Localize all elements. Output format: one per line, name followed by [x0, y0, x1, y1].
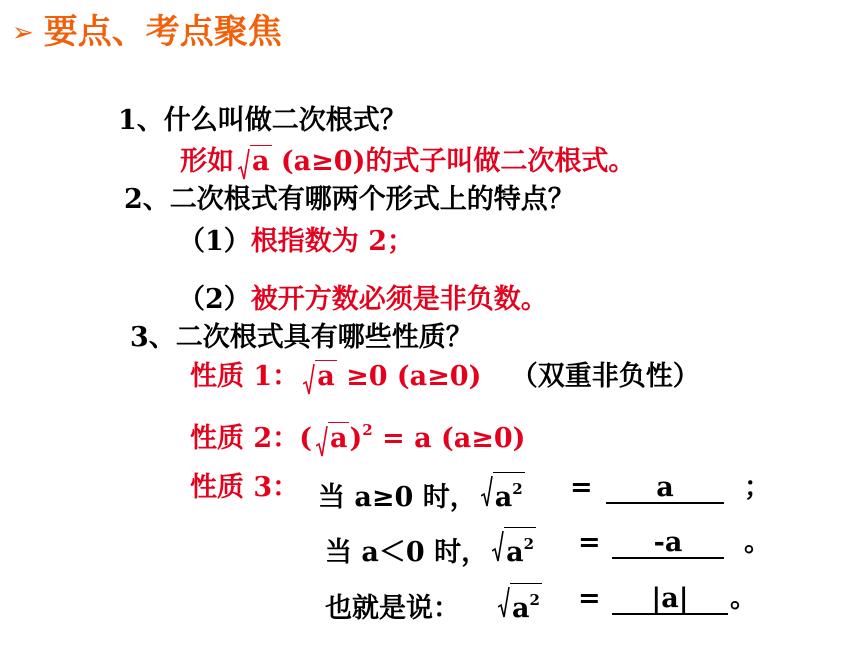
radicand: a: [317, 361, 335, 392]
property-2: [190, 414, 525, 455]
property-1-tail: ≥0 (a≥0): [336, 361, 482, 392]
case-2-answer-blank: [612, 527, 724, 559]
exponent: 2: [362, 421, 373, 439]
question-2: 2、二次根式有哪两个形式上的特点？: [124, 184, 575, 215]
radicand: a: [506, 537, 524, 568]
sqrt-a: [303, 360, 337, 393]
case-2-end: 。: [744, 527, 771, 558]
sqrt-a: [316, 422, 350, 455]
radicand: a: [512, 593, 530, 624]
case-3-answer: |a|: [612, 585, 728, 615]
radicand: a: [252, 146, 270, 177]
property-1-label: 性质 1：: [190, 361, 300, 392]
answer-1: [180, 145, 635, 178]
sqrt-a-squared: [481, 472, 525, 514]
open-paren: (: [299, 423, 312, 454]
case-1: [318, 472, 525, 514]
radicand: a: [329, 423, 348, 454]
case-3: [325, 583, 542, 625]
exponent: 2: [523, 535, 535, 553]
case-3-prefix: 也就是说：: [325, 593, 460, 624]
feature-2: [178, 284, 548, 316]
case-1-equals: =: [570, 472, 593, 503]
radicand: a: [494, 482, 513, 513]
sqrt-a-squared: [498, 583, 542, 625]
answer-1-prefix: 形如: [180, 146, 234, 177]
answer-1-suffix: (a≥0)的式子叫做二次根式。: [271, 146, 636, 177]
property-1: [190, 360, 700, 393]
case-2-condition: 当 a＜0 时，: [325, 537, 489, 568]
feature-2-text: 被开方数必须是非负数。: [250, 284, 548, 315]
close-paren: ): [349, 423, 363, 454]
case-2-answer: -a: [612, 529, 724, 559]
arrow-bullet-icon: ➢: [12, 18, 34, 48]
case-3-end: 。: [730, 583, 757, 614]
slide-title: [12, 12, 282, 53]
feature-1-text: 根指数为 2；: [250, 226, 414, 257]
sqrt-a-squared: [492, 527, 536, 569]
case-1-end: ；: [744, 472, 771, 503]
title-text: 要点、考点聚焦: [43, 12, 282, 52]
case-1-answer-blank: [606, 472, 724, 504]
sqrt-a: [238, 145, 272, 178]
case-3-equals: =: [578, 583, 601, 614]
question-1: 1、什么叫做二次根式？: [118, 105, 407, 136]
case-3-answer-blank: [612, 583, 728, 615]
question-3: 3、二次根式具有哪些性质？: [130, 322, 473, 353]
feature-2-number: （2）: [178, 284, 251, 315]
property-3-label: 性质 3：: [190, 472, 300, 503]
property-2-label: 性质 2：: [190, 423, 300, 454]
case-2: [325, 527, 536, 569]
feature-1-number: （1）: [178, 226, 251, 257]
exponent: 2: [512, 480, 523, 498]
property-1-note: （双重非负性）: [510, 361, 700, 392]
case-1-answer: a: [606, 474, 724, 504]
property-2-tail: = a (a≥0): [372, 423, 526, 454]
case-1-condition: 当 a≥0 时，: [318, 482, 477, 513]
feature-1: [178, 226, 414, 258]
exponent: 2: [529, 591, 540, 609]
case-2-equals: =: [578, 527, 601, 558]
